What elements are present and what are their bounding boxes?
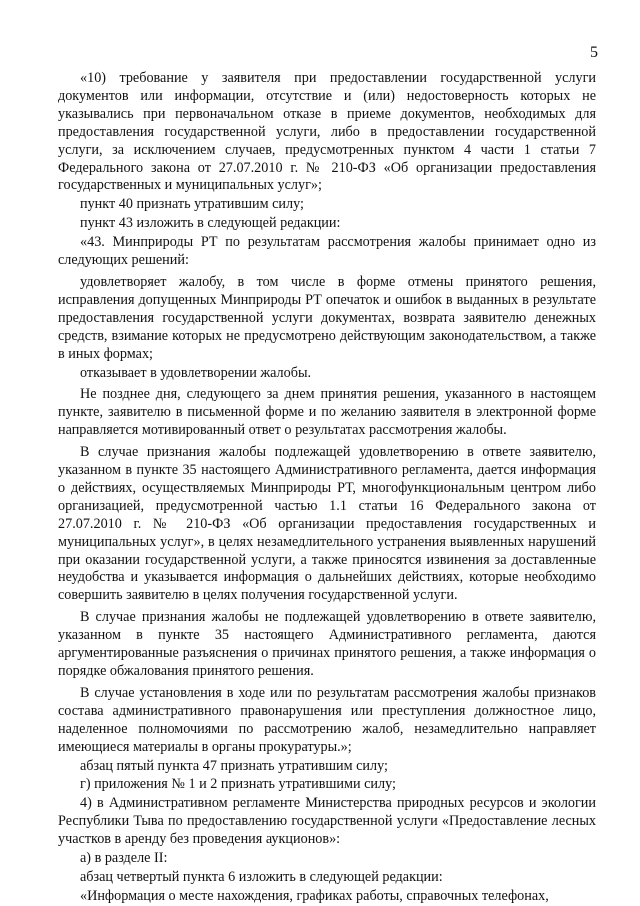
paragraph-response-deadline: Не позднее дня, следующего за днем принятия решения, указанного в настоящем пункте, заявителю в письменной форме и по желанию заявителя в электронной форме направляется мотивированный ответ о результатах рассмотрения жалобы. (58, 386, 596, 439)
paragraph-complaint-satisfied: В случае признания жалобы подлежащей удовлетворению в ответе заявителю, указанном в пункте 35 настоящего Административного регламента, дается информация о действиях, осуществляемых Минприроды РТ, многофункциональным центром либо организацией, предусмотренной частью 1.1 статьи 16 Федерального закона от 27.07.2010 г. № 210-ФЗ «Об организации предоставления государственных и муниципальных услуг», в целях незамедлительного устранения выявленных нарушений при оказании государственной услуги, а также приносятся извинения за доставленные неудобства и указывается информация о дальнейших действиях, которые необходимо совершить заявителю в целях получения государственной услуги. (58, 444, 596, 604)
paragraph-point-47: абзац пятый пункта 47 признать утратившим силу; (80, 757, 388, 774)
paragraph-complaint-not-satisfied: В случае признания жалобы не подлежащей удовлетворению в ответе заявителю, указанном в пункте 35 настоящего Административного регламента, даются аргументированные разъяснения о причинах принятого решения, а также информация о порядке обжалования принятого решения. (58, 609, 596, 679)
paragraph-point-43: «43. Минприроды РТ по результатам рассмотрения жалобы принимает одно из следующих решений: (58, 234, 596, 269)
paragraph-point-40: пункт 40 признать утратившим силу; (80, 196, 304, 213)
paragraph-section-ii: а) в разделе II: (80, 850, 168, 867)
paragraph-point-6: абзац четвертый пункта 6 изложить в следующей редакции: (80, 868, 443, 885)
paragraph-information-start: «Информация о месте нахождения, графиках работы, справочных телефонах, (80, 887, 549, 904)
paragraph-item-10: «10) требование у заявителя при предоставлении государственной услуги документов или информации, отсутствие и (или) недостоверность которых не указывались при первоначальном отказе в приеме документов, необходимых для предоставления государственной услуги, либо в предоставлении государственной услуги, за исключением случаев, предусмотренных пунктом 4 части 1 статьи 7 Федерального закона от 27.07.2010 г. № 210-ФЗ «Об организации предоставления государственных и муниципальных услуг»; (58, 70, 596, 194)
paragraph-reject-complaint: отказывает в удовлетворении жалобы. (80, 364, 312, 381)
document-body (58, 70, 596, 906)
paragraph-point-43-intro: пункт 43 изложить в следующей редакции: (80, 215, 341, 232)
page-number: 5 (590, 44, 598, 61)
paragraph-appendices: г) приложения № 1 и 2 признать утратившими силу; (80, 776, 396, 793)
paragraph-regulation-4: 4) в Административном регламенте Министерства природных ресурсов и экологии Республики Тыва по предоставлению государственной услуги «Предоставление лесных участков в аренду без проведения аукционов»: (58, 795, 596, 848)
paragraph-violation-found: В случае установления в ходе или по результатам рассмотрения жалобы признаков состава административного правонарушения или преступления должностное лицо, наделенное полномочиями по рассмотрению жалоб, незамедлительно направляет имеющиеся материалы в органы прокуратуры.»; (58, 684, 596, 755)
paragraph-satisfy-complaint: удовлетворяет жалобу, в том числе в форме отмены принятого решения, исправления допущенных Минприроды РТ опечаток и ошибок в выданных в результате предоставления государственной услуги документах, возврата заявителю денежных средств, взимание которых не предусмотрено действующим законодательством, а также в иных формах; (58, 273, 596, 362)
